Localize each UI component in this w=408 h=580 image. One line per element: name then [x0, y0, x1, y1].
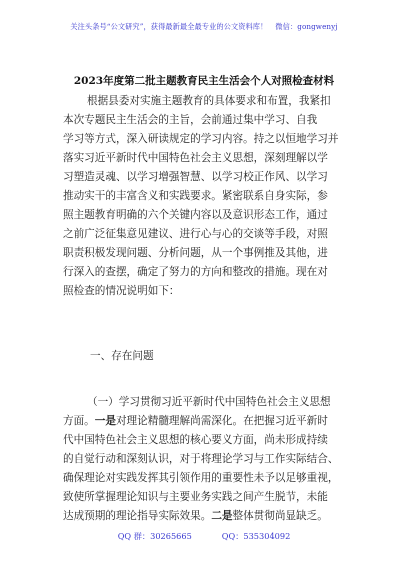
- intro-paragraph: [63, 92, 338, 301]
- section-heading: 一、存在问题: [90, 350, 154, 362]
- item1-text: 方面。: [63, 415, 95, 427]
- item1-line: 确保理论对实践发挥其引领作用的重要性未予以足够重视，: [63, 472, 339, 484]
- intro-line: 行深入的查摆，确定了努力的方向和整改的措施。现在对: [63, 266, 328, 278]
- item1-text: 对理论精髓理解尚需深化。在把握习近平新时: [115, 415, 328, 427]
- intro-line: 习塑造灵魂、以学习增强智慧、以学习校正作风、以学习: [63, 171, 328, 183]
- wechat-id: 微信：gongwenyj: [275, 22, 338, 31]
- bold-marker: 二是: [211, 510, 233, 522]
- intro-line: 推动实干的丰富含义和实践要求。紧密联系自身实际，参: [63, 190, 328, 202]
- intro-line: 本次专题民主生活会的主旨，会前通过集中学习、自我: [63, 114, 318, 126]
- intro-line: 照检查的情况说明如下：: [63, 285, 180, 297]
- item1-line: 致使所掌握理论知识与主要业务实践之间产生脱节，未能: [63, 491, 328, 503]
- item1-line: 的自觉行动和深刻认识，对于将理论学习与工作实际结合、: [63, 453, 339, 465]
- intro-line: 照主题教育明确的六个关键内容以及意识形态工作，通过: [63, 209, 328, 221]
- intro-line: 学习等方式，深入研读规定的学习内容。持之以恒地学习并: [63, 133, 339, 145]
- promo-text: 关注头条号“公文研究”，获得最新最全最专业的公文资料库！: [70, 22, 268, 31]
- item1-line: [63, 507, 338, 526]
- item1-line: （一）学习贯彻习近平新时代中国特色社会主义思想: [87, 396, 331, 408]
- qq-number: QQ：535304092: [221, 531, 291, 541]
- intro-line: 落实习近平新时代中国特色社会主义思想，深刻理解以学: [63, 152, 328, 164]
- item1-line: 代中国特色社会主义思想的核心要义方面，尚未形成持续: [63, 434, 328, 446]
- item1-text: 达成预期的理论指导实际效果。: [63, 510, 212, 522]
- bold-marker: 一是: [94, 415, 116, 427]
- item1-text: 整体贯彻尚显缺乏。: [232, 510, 328, 522]
- intro-line: 根据县委对实施主题教育的具体要求和布置，我紧扣: [87, 95, 331, 107]
- item1-line: [63, 412, 338, 431]
- item1-paragraph: [63, 393, 338, 526]
- intro-line: 之前广泛征集意见建议、进行心与心的交谈等手段，对照: [63, 228, 328, 240]
- contact-footer: [0, 531, 408, 542]
- promo-header: [0, 22, 408, 32]
- document-title: 2023年度第二批主题教育民主生活会个人对照检查材料: [73, 75, 335, 87]
- intro-line: 职责积极发现问题、分析问题，从一个事例推及其他，进: [63, 247, 328, 259]
- qq-group: QQ 群：30265665: [117, 531, 192, 541]
